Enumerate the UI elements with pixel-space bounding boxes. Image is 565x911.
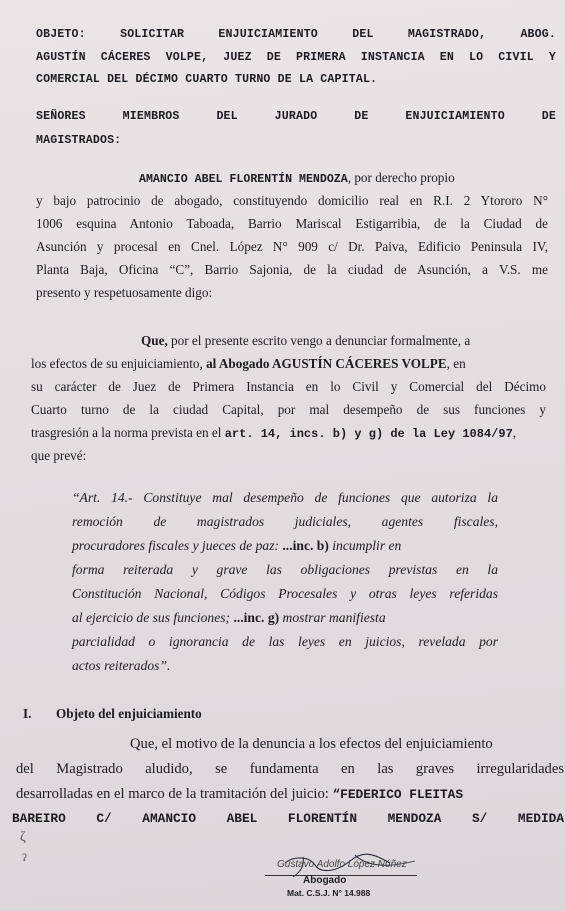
denuncia-line-5-post: ,	[512, 425, 517, 440]
denuncia-line-3: su carácter de Juez de Primera Instancia en lo Civil y Comercial del Décimo	[31, 379, 546, 394]
quote-line-3-pre: procuradores fiscales y jueces de paz:	[72, 538, 283, 553]
section-line-1: Que, el motivo de la denuncia a los efectos del enjuiciamiento	[130, 736, 493, 752]
section-line-3-pre: desarrolladas en el marco de la tramitación del juicio:	[16, 786, 333, 802]
denuncia-line-4: Cuarto turno de la ciudad Capital, por mal desempeño de sus funciones y	[31, 402, 546, 417]
quote-line-2: remoción de magistrados judiciales, agentes fiscales,	[72, 514, 498, 529]
quote-line-6-post: mostrar manifiesta	[279, 610, 386, 625]
intro-line-4: Asunción y procesal en Cnel. López N° 909 c/ Dr. Paiva, Edificio Peninsula IV,	[36, 239, 548, 254]
address-line-1: SEÑORES MIEMBROS DEL JURADO DE ENJUICIAMIENTO DE	[36, 110, 556, 123]
denuncia-line-2	[31, 356, 466, 372]
intro-line-1-rest: , por derecho propio	[347, 170, 455, 185]
section-line-3	[16, 786, 463, 803]
denuncia-line-5-pre: trasgresión a la norma prevista en el	[31, 425, 225, 440]
quote-line-6	[72, 610, 386, 626]
quote-line-7: parcialidad o ignorancia de las leyes en juicios, revelada por	[72, 634, 498, 649]
denuncia-line-2-post: , en	[446, 356, 466, 371]
lawyer-name: Gustavo Adolfo López Núñez	[277, 859, 407, 870]
intro-line-3: 1006 esquina Antonio Taboada, Barrio Mariscal Estigarribia, de la Ciudad de	[36, 216, 548, 231]
section-line-2: del Magistrado aludido, se fundamenta en las graves irregularidades	[16, 761, 564, 777]
quote-line-4: forma reiterada y grave las obligaciones previstas en la	[72, 562, 498, 577]
quote-line-5: Constitución Nacional, Códigos Procesales y otras leyes referidas	[72, 586, 498, 601]
complainant-name: AMANCIO ABEL FLORENTÍN MENDOZA	[139, 173, 348, 186]
signature-stamp	[255, 853, 425, 911]
denuncia-line-1	[141, 333, 470, 349]
quote-line-3-post: incumplir en	[328, 538, 402, 553]
denuncia-line-2-pre: los efectos de su enjuiciamiento,	[31, 356, 207, 371]
section-line-4: BAREIRO C/ AMANCIO ABEL FLORENTÍN MENDOZA S/ MEDIDA	[12, 811, 564, 826]
denuncia-line-6: que prevé:	[31, 448, 87, 463]
intro-line-1	[139, 170, 455, 186]
objeto-line-3: COMERCIAL DEL DÉCIMO CUARTO TURNO DE LA CAPITAL.	[36, 73, 378, 86]
objeto-line-1: OBJETO: SOLICITAR ENJUICIAMIENTO DEL MAGISTRADO, ABOG.	[36, 28, 556, 41]
inc-g-label: ...inc. g)	[233, 610, 280, 625]
section-number: I.	[23, 706, 32, 721]
defendant-name: al Abogado AGUSTÍN CÁCERES VOLPE	[206, 356, 447, 371]
quote-line-8: actos reiterados”.	[72, 658, 171, 673]
lawyer-role: Abogado	[303, 875, 347, 886]
objeto-line-2: AGUSTÍN CÁCERES VOLPE, JUEZ DE PRIMERA INSTANCIA EN LO CIVIL Y	[36, 51, 556, 64]
law-reference: art. 14, incs. b) y g) de la Ley 1084/97	[224, 427, 513, 441]
intro-line-6: presento y respetuosamente digo:	[36, 285, 213, 300]
case-title-start: “FEDERICO FLEITAS	[332, 787, 464, 802]
quote-line-6-pre: al ejercicio de sus funciones;	[72, 610, 234, 625]
intro-line-2: y bajo patrocinio de abogado, constituyendo domicilio real en R.I. 2 Ytororo N°	[36, 193, 548, 208]
margin-mark: ʔ	[22, 852, 27, 864]
quote-line-1: “Art. 14.- Constituye mal desempeño de funciones que autoriza la	[72, 490, 498, 505]
margin-mark: ζ	[20, 830, 26, 845]
intro-line-5: Planta Baja, Oficina “C”, Barrio Sajonia, de la ciudad de Asunción, a V.S. me	[36, 262, 548, 277]
address-line-2: MAGISTRADOS:	[36, 134, 122, 147]
denuncia-line-5	[31, 425, 516, 441]
lawyer-registration: Mat. C.S.J. N° 14.988	[287, 888, 371, 898]
quote-line-3	[72, 538, 401, 554]
denuncia-line-1-rest: por el presente escrito vengo a denunciar formalmente, a	[167, 333, 471, 348]
que-label: Que,	[141, 333, 168, 348]
inc-b-label: ...inc. b)	[282, 538, 329, 553]
section-title: Objeto del enjuiciamiento	[56, 706, 202, 721]
